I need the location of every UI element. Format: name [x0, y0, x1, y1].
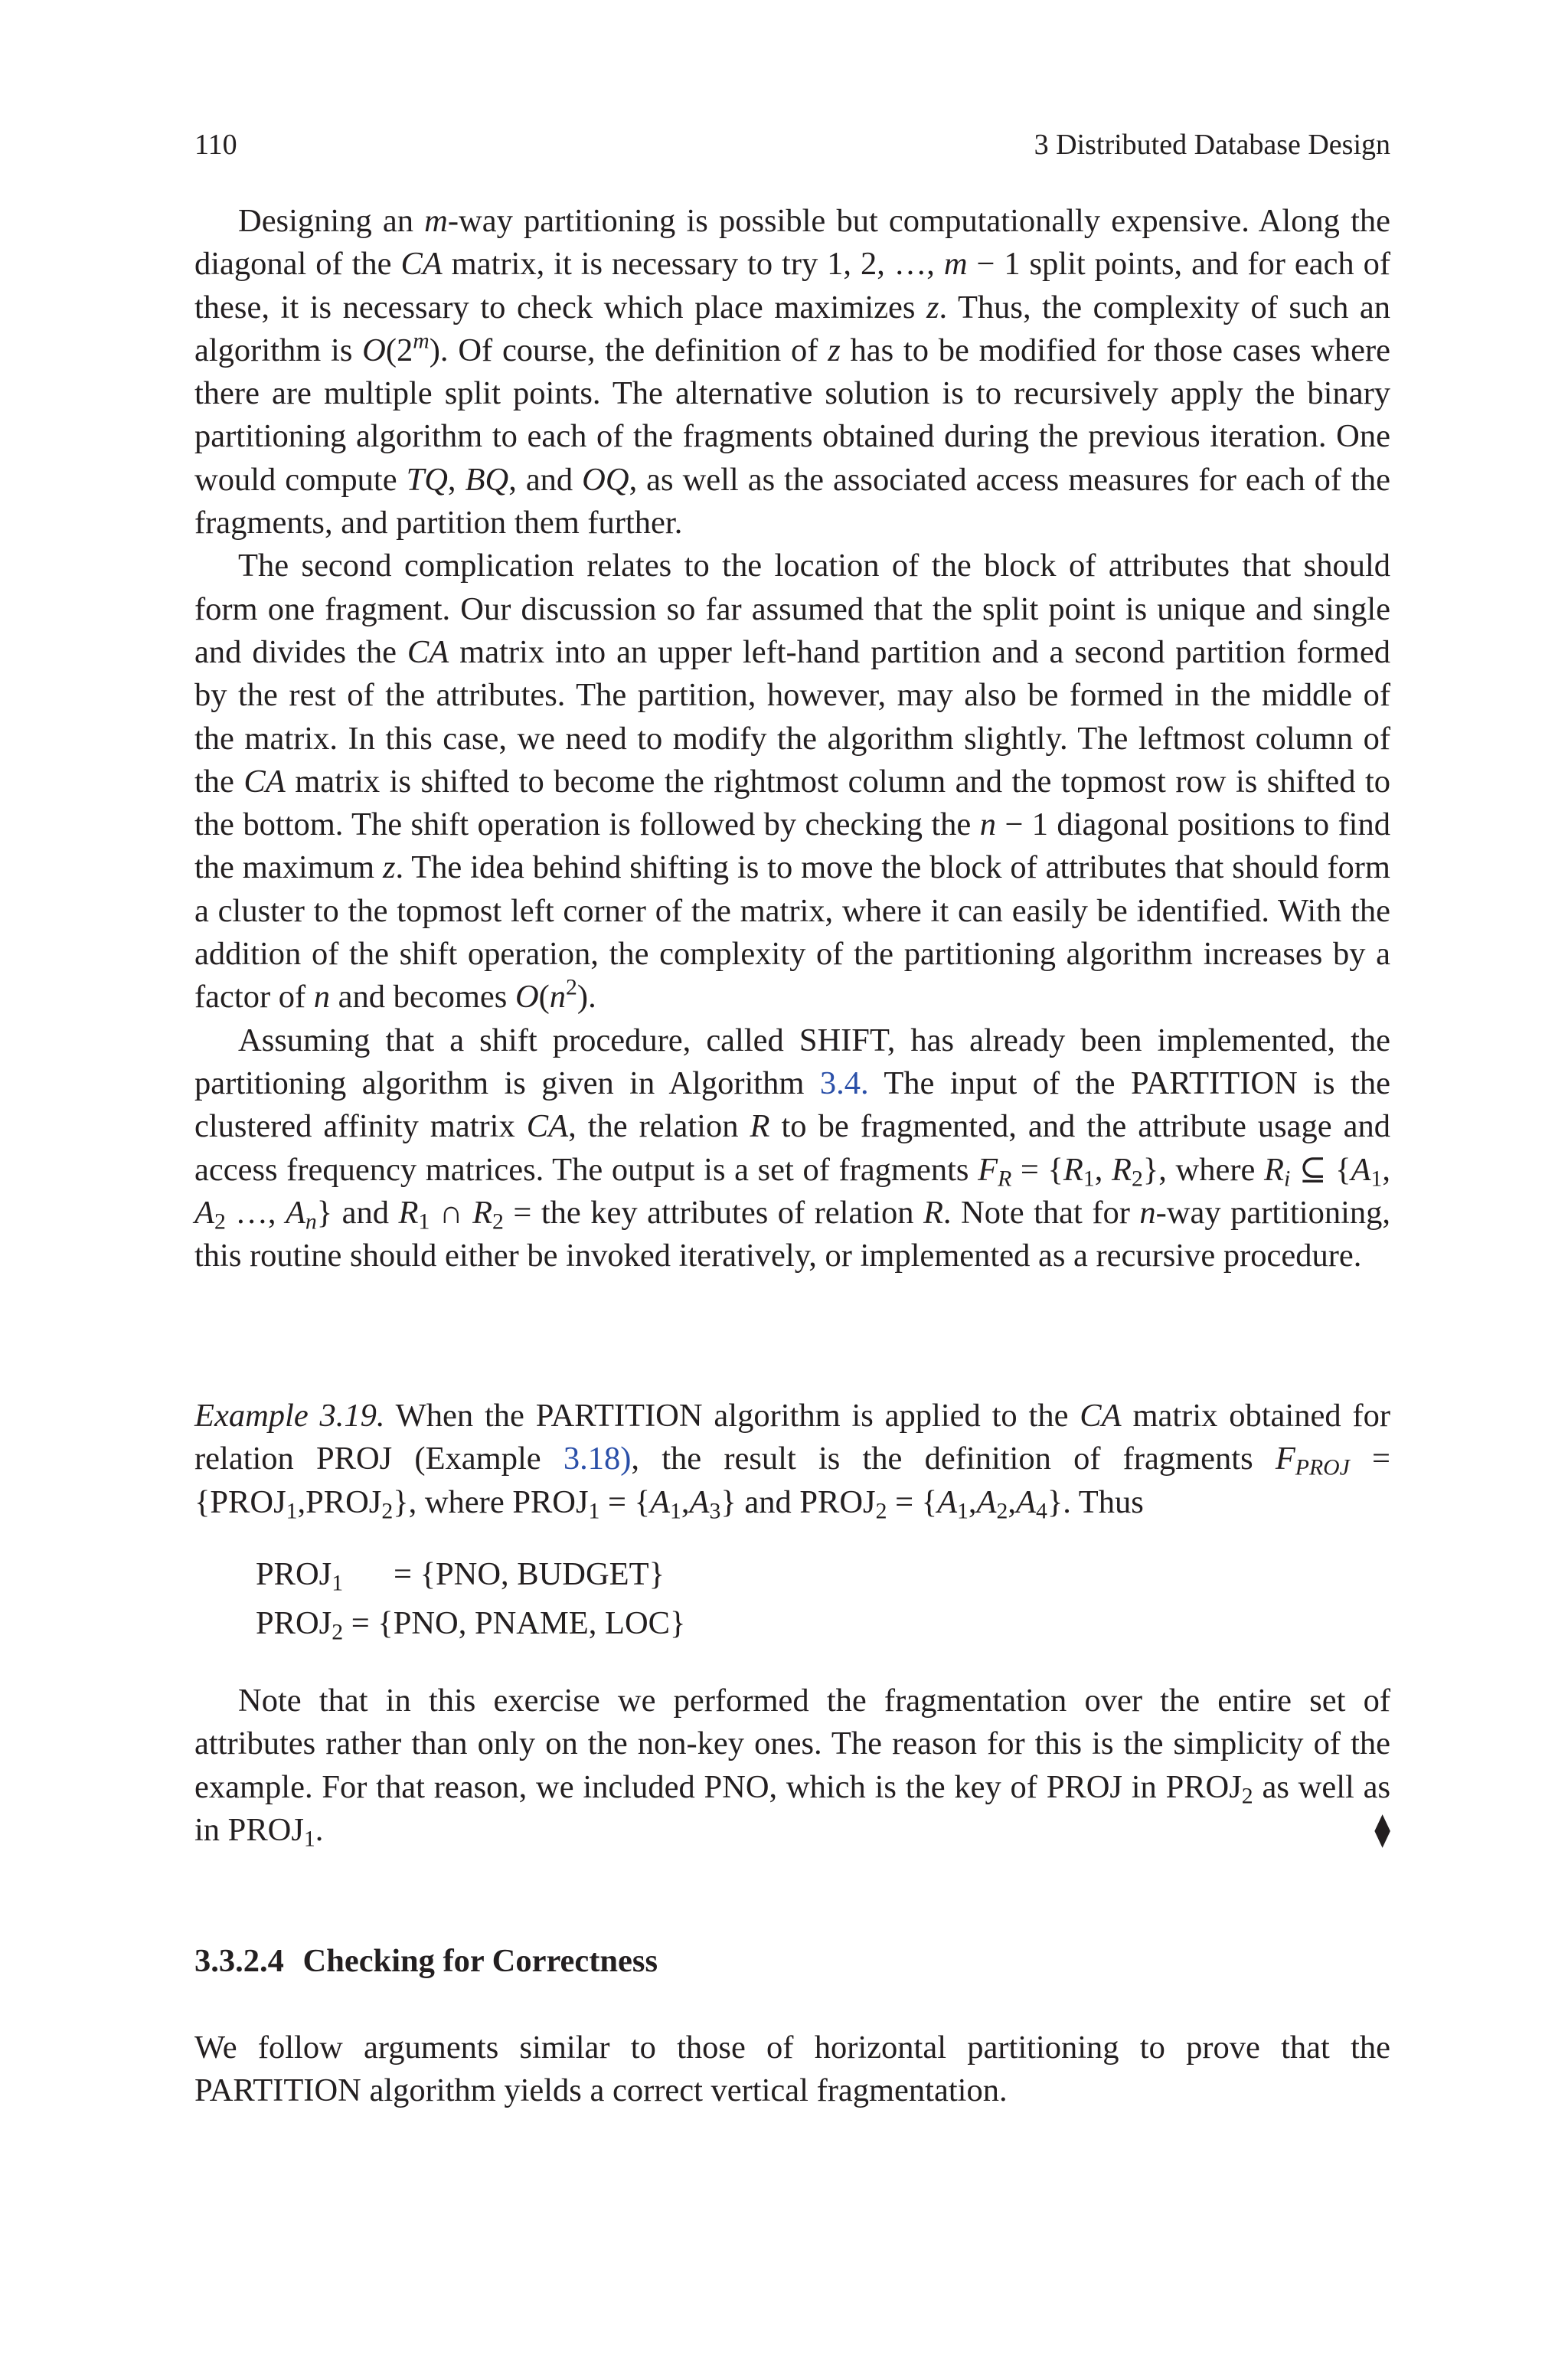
fragment-lhs: $PROJ_1$ — [256, 1556, 344, 1596]
fragment-rhs: = {PNO, BUDGET} — [394, 1556, 665, 1592]
fragment-lhs: $PROJ_2 = \{PNO$, PNAME, LOC} — [256, 1605, 686, 1645]
body-text — [194, 200, 1390, 1277]
section-heading — [194, 1940, 658, 1983]
section-number: 3.3.2.4 — [194, 1943, 284, 1979]
paragraph-m-way-partitioning: Designing an m-way partitioning is possible but computationally expensive. Along the diagonal of the CA matrix, it is necessary to try 1, 2, …, m − 1 split points, and for each of these, it is necessary to check which place maximizes z. Thus, the complexity of such an algorithm is O(2$^m$). Of course, the definition of z has to be modified for those cases where there are multiple split points. The alternative solution is to recursively apply the binary partitioning algorithm to each of the fragments obtained during the previous iteration. One would compute TQ, BQ, and OQ, as well as the associated access measures for each of the fragments, and partition them further. — [194, 203, 1391, 541]
example-closing — [194, 1680, 1390, 1852]
end-of-example-marker: ⧫ — [1374, 1813, 1390, 1848]
example-3-19 — [194, 1395, 1390, 1524]
section-body — [194, 2026, 1390, 2113]
example-statement: Example 3.19. When the PARTITION algorithm is applied to the CA matrix obtained for relation PROJ (Example 3.18), the result is the definition of fragments $F_{PROJ}$ = $\{PROJ_1,PROJ_2\}$, where $PROJ_1 = \{A_1,A_3\}$ and $PROJ_2 = \{A_1,A_2,A_4\}$. Thus — [194, 1398, 1391, 1524]
paragraph-block-location: The second complication relates to the location of the block of attributes that should form one fragment. Our discussion so far assumed that the split point is unique and single and divides the CA matrix into an upper left-hand partition and a second partition formed by the rest of the attributes. The partition, however, may also be formed in the middle of the matrix. In this case, we need to modify the algorithm slightly. The leftmost column of the CA matrix is shifted to become the rightmost column and the topmost row is shifted to the bottom. The shift operation is followed by checking the n − 1 diagonal positions to find the maximum z. The idea behind shifting is to move the block of attributes that should form a cluster to the topmost left corner of the matrix, where it can easily be identified. With the addition of the shift operation, the complexity of the partitioning algorithm increases by a factor of n and becomes $O(n^2)$. — [194, 548, 1390, 1016]
page-number: 110 — [194, 129, 237, 161]
paragraph-shift-procedure: Assuming that a shift procedure, called SHIFT, has already been implemented, the partitioning algorithm is given in Algorithm 3.4. The input of the PARTITION is the clustered affinity matrix CA, the relation R to be fragmented, and the attribute usage and access frequency matrices. The output is a set of fragments $F_R = \{R_1$, $R_2$}, where $R_i$ ⊆ {$A_1$, $A_2$ …, $A_n$} and $R_1$ ∩ $R_2$ = the key attributes of relation R. Note that for n-way partitioning, this routine should either be invoked iteratively, or implemented as a recursive procedure. — [194, 1022, 1391, 1274]
section-title: Checking for Correctness — [302, 1943, 658, 1979]
chapter-title: 3 Distributed Database Design — [1034, 129, 1390, 161]
section-paragraph: We follow arguments similar to those of horizontal partitioning to prove that the PARTITION algorithm yields a correct vertical fragmentation. — [194, 2030, 1390, 2109]
example-closing-paragraph: Note that in this exercise we performed the fragmentation over the entire set of attributes rather than only on the non-key ones. The reason for this is the simplicity of the example. For that reason, we included PNO, which is the key of PROJ in $PROJ_2$ as well as in $PROJ_1$. — [194, 1683, 1390, 1852]
running-header — [194, 126, 1390, 164]
